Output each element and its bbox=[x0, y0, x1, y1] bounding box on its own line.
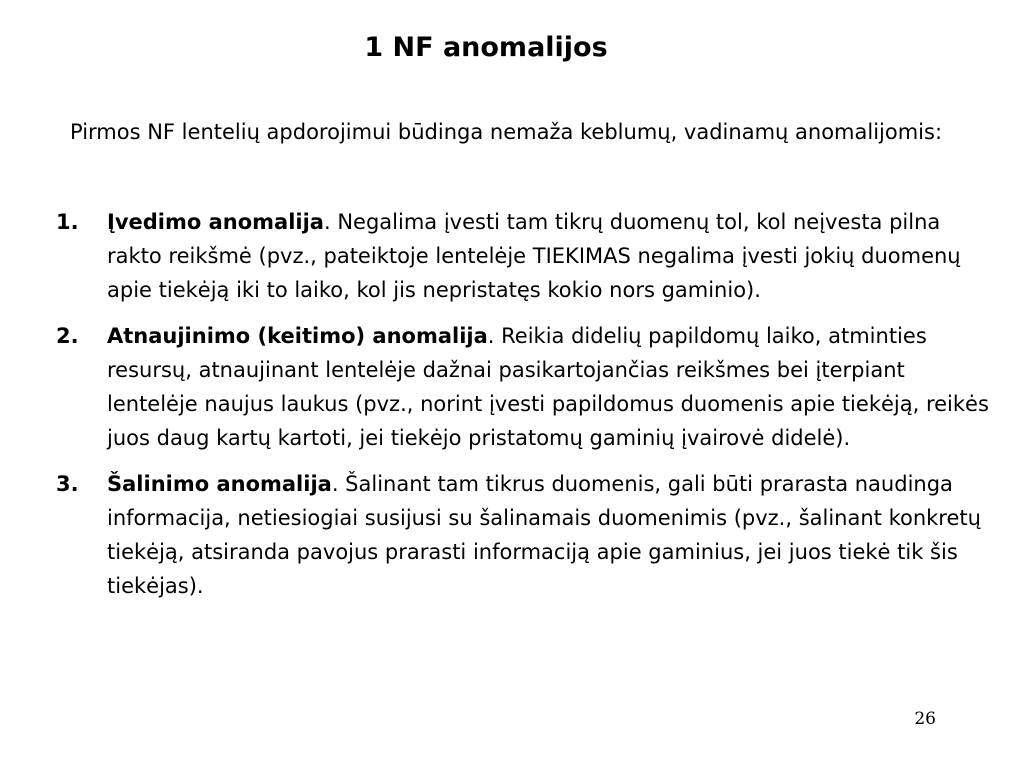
intro-paragraph: Pirmos NF lentelių apdorojimui būdinga nemaža keblumų, vadinamų anomalijomis: bbox=[70, 120, 943, 144]
list-item-term: Įvedimo anomalija bbox=[107, 210, 324, 234]
list-item-text: . Šalinant tam tikrus duomenis, gali būti prarasta naudinga informacija, netiesiogiai susijusi su šalinamais duomenimis (pvz., šalinant konkretų tiekėją, atsiranda pavojus prarasti informaciją apie gaminius, jei juos tiekė tik šis tiekėjas). bbox=[107, 472, 981, 598]
list-item-number: 1. bbox=[56, 210, 79, 234]
list-item-text: . Negalima įvesti tam tikrų duomenų tol, kol neįvesta pilna rakto reikšmė (pvz., pateiktoje lentelėje TIEKIMAS negalima įvesti jokių duomenų apie tiekėją iki to laiko, kol jis nepristatęs kokio nors gaminio). bbox=[107, 210, 961, 302]
slide-title: 1 NF anomalijos bbox=[364, 32, 608, 63]
list-item-text: . Reikia didelių papildomų laiko, atminties resursų, atnaujinant lentelėje dažnai pasikartojančias reikšmes bei įterpiant lentelėje naujus laukus (pvz., norint įvesti papildomus duomenis apie tiekėją, reikės juos daug kartų kartoti, jei tiekėjo pristatomų gaminių įvairovė didelė). bbox=[107, 324, 989, 450]
page-number: 26 bbox=[914, 709, 936, 729]
list-item-term: Šalinimo anomalija bbox=[107, 472, 332, 496]
list-item-number: 3. bbox=[56, 472, 79, 496]
list-item-term: Atnaujinimo (keitimo) anomalija bbox=[107, 324, 488, 348]
list-item-update-anomaly bbox=[56, 319, 996, 455]
list-item-deletion-anomaly bbox=[56, 467, 996, 603]
list-item-number: 2. bbox=[56, 324, 79, 348]
list-item-insertion-anomaly bbox=[56, 205, 996, 307]
anomaly-list bbox=[56, 205, 996, 615]
